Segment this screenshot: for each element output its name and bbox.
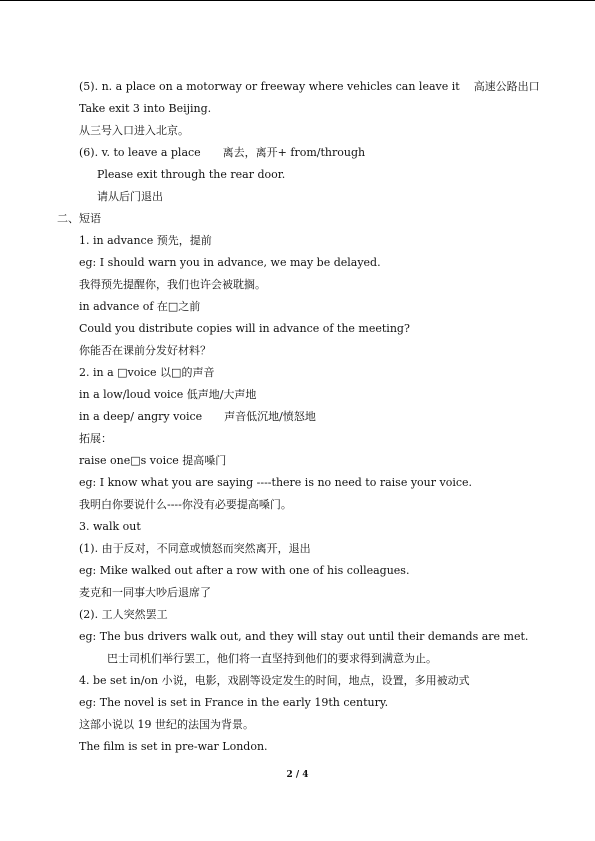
text-line-31: The film is set in pre-war London. — [79, 740, 268, 753]
text-line-14: 2. in a □voice 以□的声音 — [79, 366, 215, 379]
text-line-8: 1. in advance 预先，提前 — [79, 234, 212, 247]
text-line-9: eg: I should warn you in advance, we may be delayed. — [79, 256, 381, 269]
text-line-6: 请从后门退出 — [97, 190, 163, 203]
text-line-2: Take exit 3 into Beijing. — [79, 102, 212, 115]
text-line-30: 这部小说以 19 世纪的法国为背景。 — [79, 718, 254, 731]
text-line-28: 4. be set in/on 小说，电影，戏剧等设定发生的时间，地点，设置，多用被动式 — [79, 674, 470, 687]
text-line-10: 我得预先提醒你，我们也许会被耽搁。 — [79, 278, 266, 291]
text-line-18: raise one□s voice 提高嗓门 — [79, 454, 227, 467]
text-line-20: 我明白你要说什么----你没有必要提高嗓门。 — [79, 498, 292, 511]
text-line-4: (6). v. to leave a place 离去，离开+ from/through — [79, 146, 366, 159]
text-line-11: in advance of 在□之前 — [79, 300, 201, 313]
text-line-23: eg: Mike walked out after a row with one of his colleagues. — [79, 564, 410, 577]
text-line-5: Please exit through the rear door. — [97, 168, 286, 181]
text-line-21: 3. walk out — [79, 520, 141, 533]
page-top-border — [0, 0, 595, 1]
text-line-17: 拓展： — [79, 432, 112, 445]
text-line-25: (2). 工人突然罢工 — [79, 608, 168, 621]
text-line-24: 麦克和一同事大吵后退席了 — [79, 586, 211, 599]
page-number: 2 / 4 — [286, 770, 309, 780]
section-heading: 二、短语 — [57, 212, 101, 225]
text-line-19: eg: I know what you are saying ----there is no need to raise your voice. — [79, 476, 473, 489]
text-line-15: in a low/loud voice 低声地/大声地 — [79, 388, 257, 401]
text-line-3: 从三号入口进入北京。 — [79, 124, 189, 137]
text-line-26: eg: The bus drivers walk out, and they will stay out until their demands are met. — [79, 630, 529, 643]
text-line-12: Could you distribute copies will in advance of the meeting? — [79, 322, 410, 335]
text-line-27: 巴士司机们举行罢工，他们将一直坚持到他们的要求得到满意为止。 — [107, 652, 437, 665]
text-line-13: 你能否在课前分发好材料？ — [79, 344, 211, 357]
text-line-29: eg: The novel is set in France in the early 19th century. — [79, 696, 389, 709]
text-line-22: (1). 由于反对，不同意或愤怒而突然离开，退出 — [79, 542, 311, 555]
text-line-1: (5). n. a place on a motorway or freeway where vehicles can leave it 高速公路出口 — [79, 80, 540, 93]
text-line-16: in a deep/ angry voice 声音低沉地/愤怒地 — [79, 410, 316, 423]
